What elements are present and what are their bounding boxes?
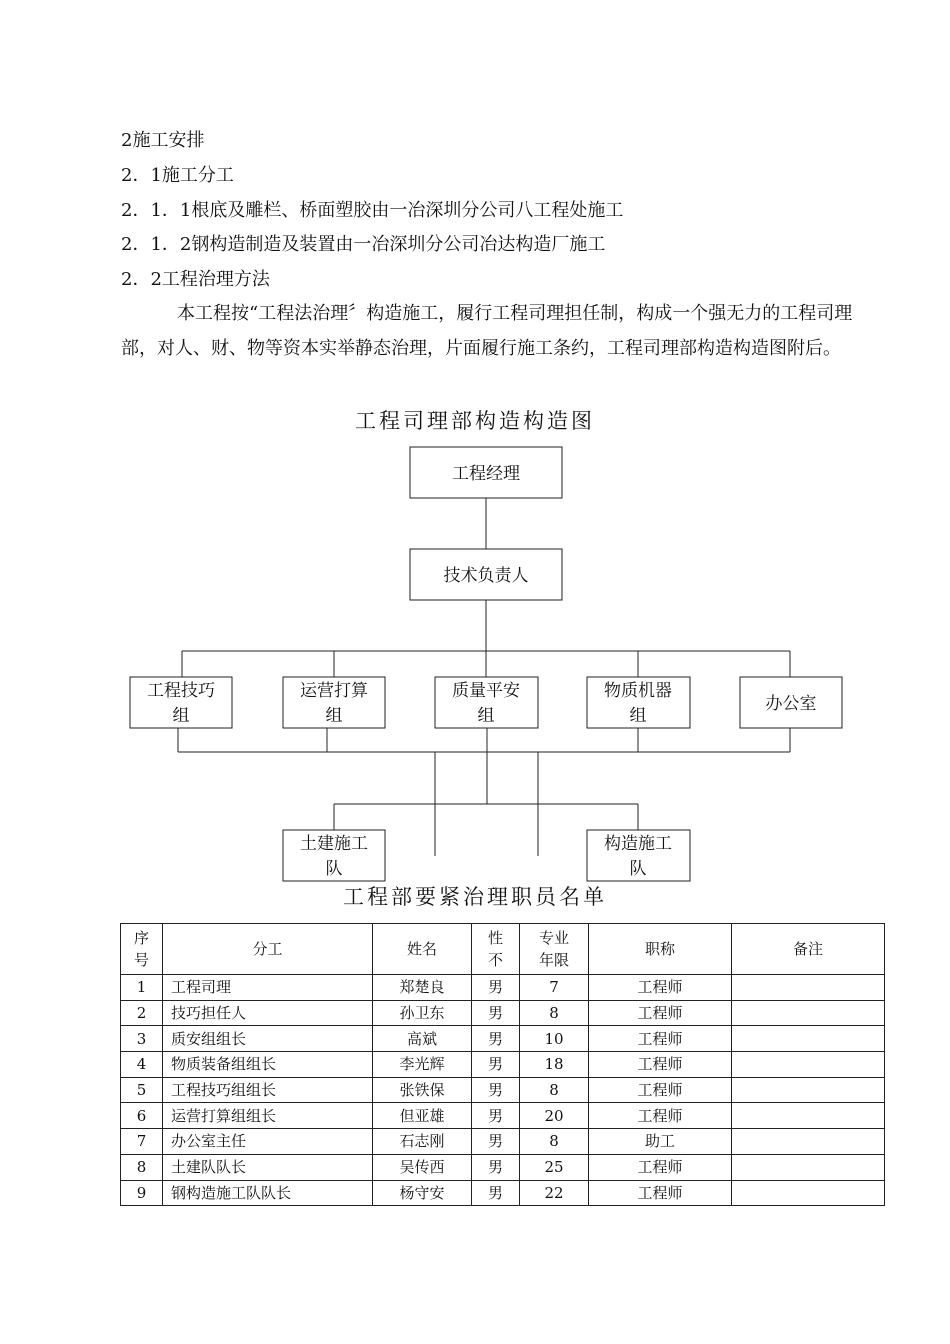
table-row xyxy=(121,1180,885,1206)
cell-name: 孙卫东 xyxy=(373,1000,472,1026)
group-label: 工程技巧 xyxy=(147,681,215,701)
cell-title: 工程师 xyxy=(589,1026,732,1052)
cell-note xyxy=(732,1129,885,1155)
cell-name: 杨守安 xyxy=(373,1180,472,1206)
cell-title: 工程师 xyxy=(589,1103,732,1129)
cell-no: 1 xyxy=(121,975,163,1001)
cell-name: 高斌 xyxy=(373,1026,472,1052)
cell-gender: 男 xyxy=(472,1026,520,1052)
heading-2-2: 2．2工程治理方法 xyxy=(121,269,270,290)
cell-title: 工程师 xyxy=(589,1000,732,1026)
org-chart-title: 工程司理部构造构造图 xyxy=(355,409,595,433)
cell-gender: 男 xyxy=(472,975,520,1001)
cell-years: 25 xyxy=(520,1154,589,1180)
cell-no: 2 xyxy=(121,1000,163,1026)
cell-name: 石志刚 xyxy=(373,1129,472,1155)
cell-no: 8 xyxy=(121,1154,163,1180)
team-label: 队 xyxy=(325,859,343,879)
cell-name: 但亚雄 xyxy=(373,1103,472,1129)
table-row xyxy=(121,1000,885,1026)
staff-table-title: 工程部要紧治理职员名单 xyxy=(343,885,607,909)
cell-no: 6 xyxy=(121,1103,163,1129)
cell-no: 9 xyxy=(121,1180,163,1206)
staff-table xyxy=(120,923,885,1206)
cell-role: 物质装备组组长 xyxy=(163,1052,373,1078)
cell-name: 李光辉 xyxy=(373,1052,472,1078)
header-name: 姓名 xyxy=(373,924,472,975)
cell-role: 钢构造施工队队长 xyxy=(163,1180,373,1206)
cell-note xyxy=(732,1180,885,1206)
header-title: 职称 xyxy=(589,924,732,975)
cell-years: 20 xyxy=(520,1103,589,1129)
cell-note xyxy=(732,1000,885,1026)
table-row xyxy=(121,1154,885,1180)
cell-title: 助工 xyxy=(589,1129,732,1155)
cell-gender: 男 xyxy=(472,1180,520,1206)
cell-note xyxy=(732,1052,885,1078)
group-label: 质量平安 xyxy=(452,681,520,701)
cell-name: 郑楚良 xyxy=(373,975,472,1001)
group-label: 运营打算 xyxy=(300,681,368,701)
cell-gender: 男 xyxy=(472,1077,520,1103)
cell-name: 张铁保 xyxy=(373,1077,472,1103)
cell-years: 8 xyxy=(520,1129,589,1155)
cell-years: 8 xyxy=(520,1077,589,1103)
table-row xyxy=(121,1052,885,1078)
cell-years: 18 xyxy=(520,1052,589,1078)
heading-2-1: 2．1施工分工 xyxy=(121,165,234,186)
heading-2-1-2: 2．1．2钢构造制造及装置由一冶深圳分公司冶达构造厂施工 xyxy=(121,234,606,255)
cell-note xyxy=(732,1154,885,1180)
group-label: 组 xyxy=(477,706,495,726)
team-label: 土建施工 xyxy=(300,834,368,854)
cell-title: 工程师 xyxy=(589,1052,732,1078)
cell-title: 工程师 xyxy=(589,1154,732,1180)
cell-note xyxy=(732,1077,885,1103)
manager-label: 工程经理 xyxy=(452,464,520,484)
cell-note xyxy=(732,975,885,1001)
cell-no: 5 xyxy=(121,1077,163,1103)
cell-no: 3 xyxy=(121,1026,163,1052)
cell-years: 10 xyxy=(520,1026,589,1052)
cell-role: 技巧担任人 xyxy=(163,1000,373,1026)
cell-gender: 男 xyxy=(472,1103,520,1129)
cell-note xyxy=(732,1103,885,1129)
table-row xyxy=(121,1129,885,1155)
cell-years: 22 xyxy=(520,1180,589,1206)
cell-role: 工程司理 xyxy=(163,975,373,1001)
cell-title: 工程师 xyxy=(589,1180,732,1206)
cell-years: 7 xyxy=(520,975,589,1001)
cell-gender: 男 xyxy=(472,1000,520,1026)
cell-role: 运营打算组组长 xyxy=(163,1103,373,1129)
heading-2-1-1: 2．1．1根底及雕栏、桥面塑胶由一冶深圳分公司八工程处施工 xyxy=(121,200,624,221)
table-header-row xyxy=(121,924,885,975)
cell-role: 土建队队长 xyxy=(163,1154,373,1180)
table-row xyxy=(121,1077,885,1103)
cell-gender: 男 xyxy=(472,1154,520,1180)
header-note: 备注 xyxy=(732,924,885,975)
group-label: 物质机器 xyxy=(604,681,672,701)
header-no: 序 号 xyxy=(121,924,163,975)
team-label: 构造施工 xyxy=(604,834,672,854)
cell-gender: 男 xyxy=(472,1052,520,1078)
heading-2: 2施工安排 xyxy=(121,130,205,151)
team-label: 队 xyxy=(629,859,647,879)
cell-role: 办公室主任 xyxy=(163,1129,373,1155)
cell-role: 工程技巧组组长 xyxy=(163,1077,373,1103)
cell-name: 吴传西 xyxy=(373,1154,472,1180)
group-label: 组 xyxy=(325,706,343,726)
header-years: 专业 年限 xyxy=(520,924,589,975)
cell-title: 工程师 xyxy=(589,1077,732,1103)
cell-no: 4 xyxy=(121,1052,163,1078)
table-row xyxy=(121,1103,885,1129)
cell-gender: 男 xyxy=(472,1129,520,1155)
table-row xyxy=(121,975,885,1001)
group-label: 办公室 xyxy=(765,694,817,714)
tech-lead-label: 技术负责人 xyxy=(443,566,529,586)
table-row xyxy=(121,1026,885,1052)
cell-title: 工程师 xyxy=(589,975,732,1001)
group-label: 组 xyxy=(629,706,647,726)
cell-role: 质安组组长 xyxy=(163,1026,373,1052)
header-gender: 性 不 xyxy=(472,924,520,975)
cell-no: 7 xyxy=(121,1129,163,1155)
group-label: 组 xyxy=(172,706,190,726)
cell-years: 8 xyxy=(520,1000,589,1026)
cell-note xyxy=(732,1026,885,1052)
body-paragraph: 本工程按“工程法治理〞构造施工，履行工程司理担任制，构成一个强无力的工程司理部，对人、财、物等资本实举静态治理，片面履行施工条约，工程司理部构造构造图附后。 xyxy=(121,303,853,359)
header-role: 分工 xyxy=(163,924,373,975)
